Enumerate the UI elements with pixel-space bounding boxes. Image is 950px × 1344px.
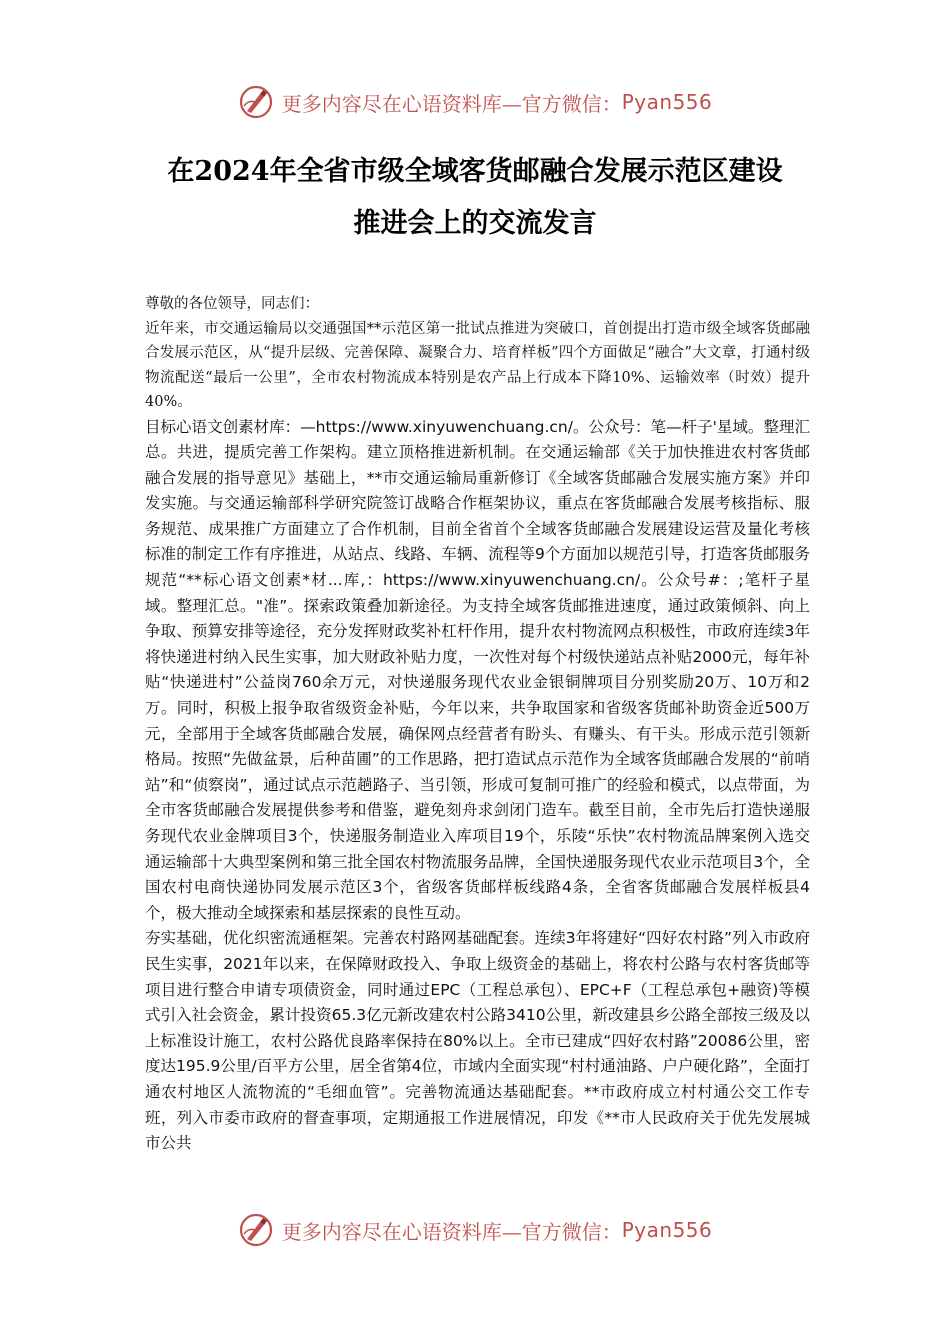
header-banner[interactable]	[0, 80, 950, 124]
document-title	[100, 146, 850, 250]
document-body	[145, 292, 810, 1157]
intro-paragraph: 近年来，市交通运输局以交通强国**示范区第一批试点推进为突破口，首创提出打造市级全域客货邮融合发展示范区，从“提升层级、完善保障、凝聚合力、培育样板”四个方面做足“融合”大文章，打通村级物流配送“最后一公里”，全市农村物流成本特别是农产品上行成本下降10%、运输效率（时效）提升40%。	[145, 320, 810, 410]
pen-logo-icon	[238, 84, 274, 120]
salutation: 尊敬的各位领导，同志们：	[145, 296, 319, 312]
footer-banner[interactable]	[0, 1208, 950, 1252]
footer-wechat-id: Pyan556	[621, 1218, 713, 1242]
header-banner-text: 更多内容尽在心语资料库—官方微信：	[281, 91, 622, 116]
section-2-paragraph: 夯实基础，优化织密流通框架。完善农村路网基础配套。连续3年将建好“四好农村路”列入市政府民生实事，2021年以来，在保障财政投入、争取上级资金的基础上，将农村公路与农村客货邮等项目进行整合申请专项债资金，同时通过EPC（工程总承包）、EPC+F（工程总承包+融资)等模式引入社会资金，累计投资65.3亿元新改建农村公路3410公里，新改建县乡公路全部按三级及以上标准设计施工，农村公路优良路率保持在80%以上。全市已建成“四好农村路”20086公里，密度达195.9公里/百平方公里，居全省第4位，市域内全面实现“村村通油路、户户硬化路”，全面打通农村地区人流物流的“毛细血管”。完善物流通达基础配套。**市政府成立村村通公交工作专班，列入市委市政府的督查事项，定期通报工作进展情况，印发《**市人民政府关于优先发展城市公共	[145, 929, 810, 1153]
title-line-1: 在2024年全省市级全域客货邮融合发展示范区建设	[167, 156, 783, 187]
pen-logo-icon	[238, 1212, 274, 1248]
section-1-paragraph: 目标心语文创素材库：—https://www.xinyuwenchuang.cn/。公众号：笔—杆子'星域。整理汇总。共进，提质完善工作架构。建立顶格推进新机制。在交通运输部《关于加快推进农村客货邮融合发展的指导意见》基础上，**市交通运输局重新修订《全域客货邮融合发展实施方案》并印发实施。与交通运输部科学研究院签订战略合作框架协议，重点在客货邮融合发展考核指标、服务规范、成果推广方面建立了合作机制，目前全省首个全域客货邮融合发展建设运营及量化考核标准的制定工作有序推进，从站点、线路、车辆、流程等9个方面加以规范引导，打造客货邮服务规范“**标心语文创素*材...库,：https://www.xinyuwenchuang.cn/。公众号#：;笔杆子星域。整理汇总。"准”。探索政策叠加新途径。为支持全域客货邮推进速度，通过政策倾斜、向上争取、预算安排等途径，充分发挥财政奖补杠杆作用，提升农村物流网点积极性，市政府连续3年将快递进村纳入民生实事，加大财政补贴力度，一次性对每个村级快递站点补贴2000元，每年补贴“快递进村”公益岗760余万元，对快递服务现代农业金银铜牌项目分别奖励20万、10万和2万。同时，积极上报争取省级资金补贴，今年以来，共争取国家和省级客货邮补助资金近500万元，全部用于全域客货邮融合发展，确保网点经营者有盼头、有赚头、有干头。形成示范引领新格局。按照“先做盆景，后种苗圃”的工作思路，把打造试点示范作为全域客货邮融合发展的“前哨站”和“侦察岗”，通过试点示范趟路子、当引领，形成可复制可推广的经验和模式，以点带面，为全市客货邮融合发展提供参考和借鉴，避免刻舟求剑闭门造车。截至目前，全市先后打造快递服务现代农业金牌项目3个，快递服务制造业入库项目19个，乐陵“乐快”农村物流品牌案例入选交通运输部十大典型案例和第三批全国农村物流服务品牌，全国快递服务现代农业示范项目3个，全国农村电商快递协同发展示范区3个，省级客货邮样板线路4条，全省客货邮融合发展样板县4个，极大推动全域探索和基层探索的良性互动。	[145, 417, 810, 922]
footer-banner-text: 更多内容尽在心语资料库—官方微信：	[281, 1219, 622, 1244]
header-wechat-id: Pyan556	[621, 90, 713, 114]
title-line-2: 推进会上的交流发言	[353, 208, 597, 239]
